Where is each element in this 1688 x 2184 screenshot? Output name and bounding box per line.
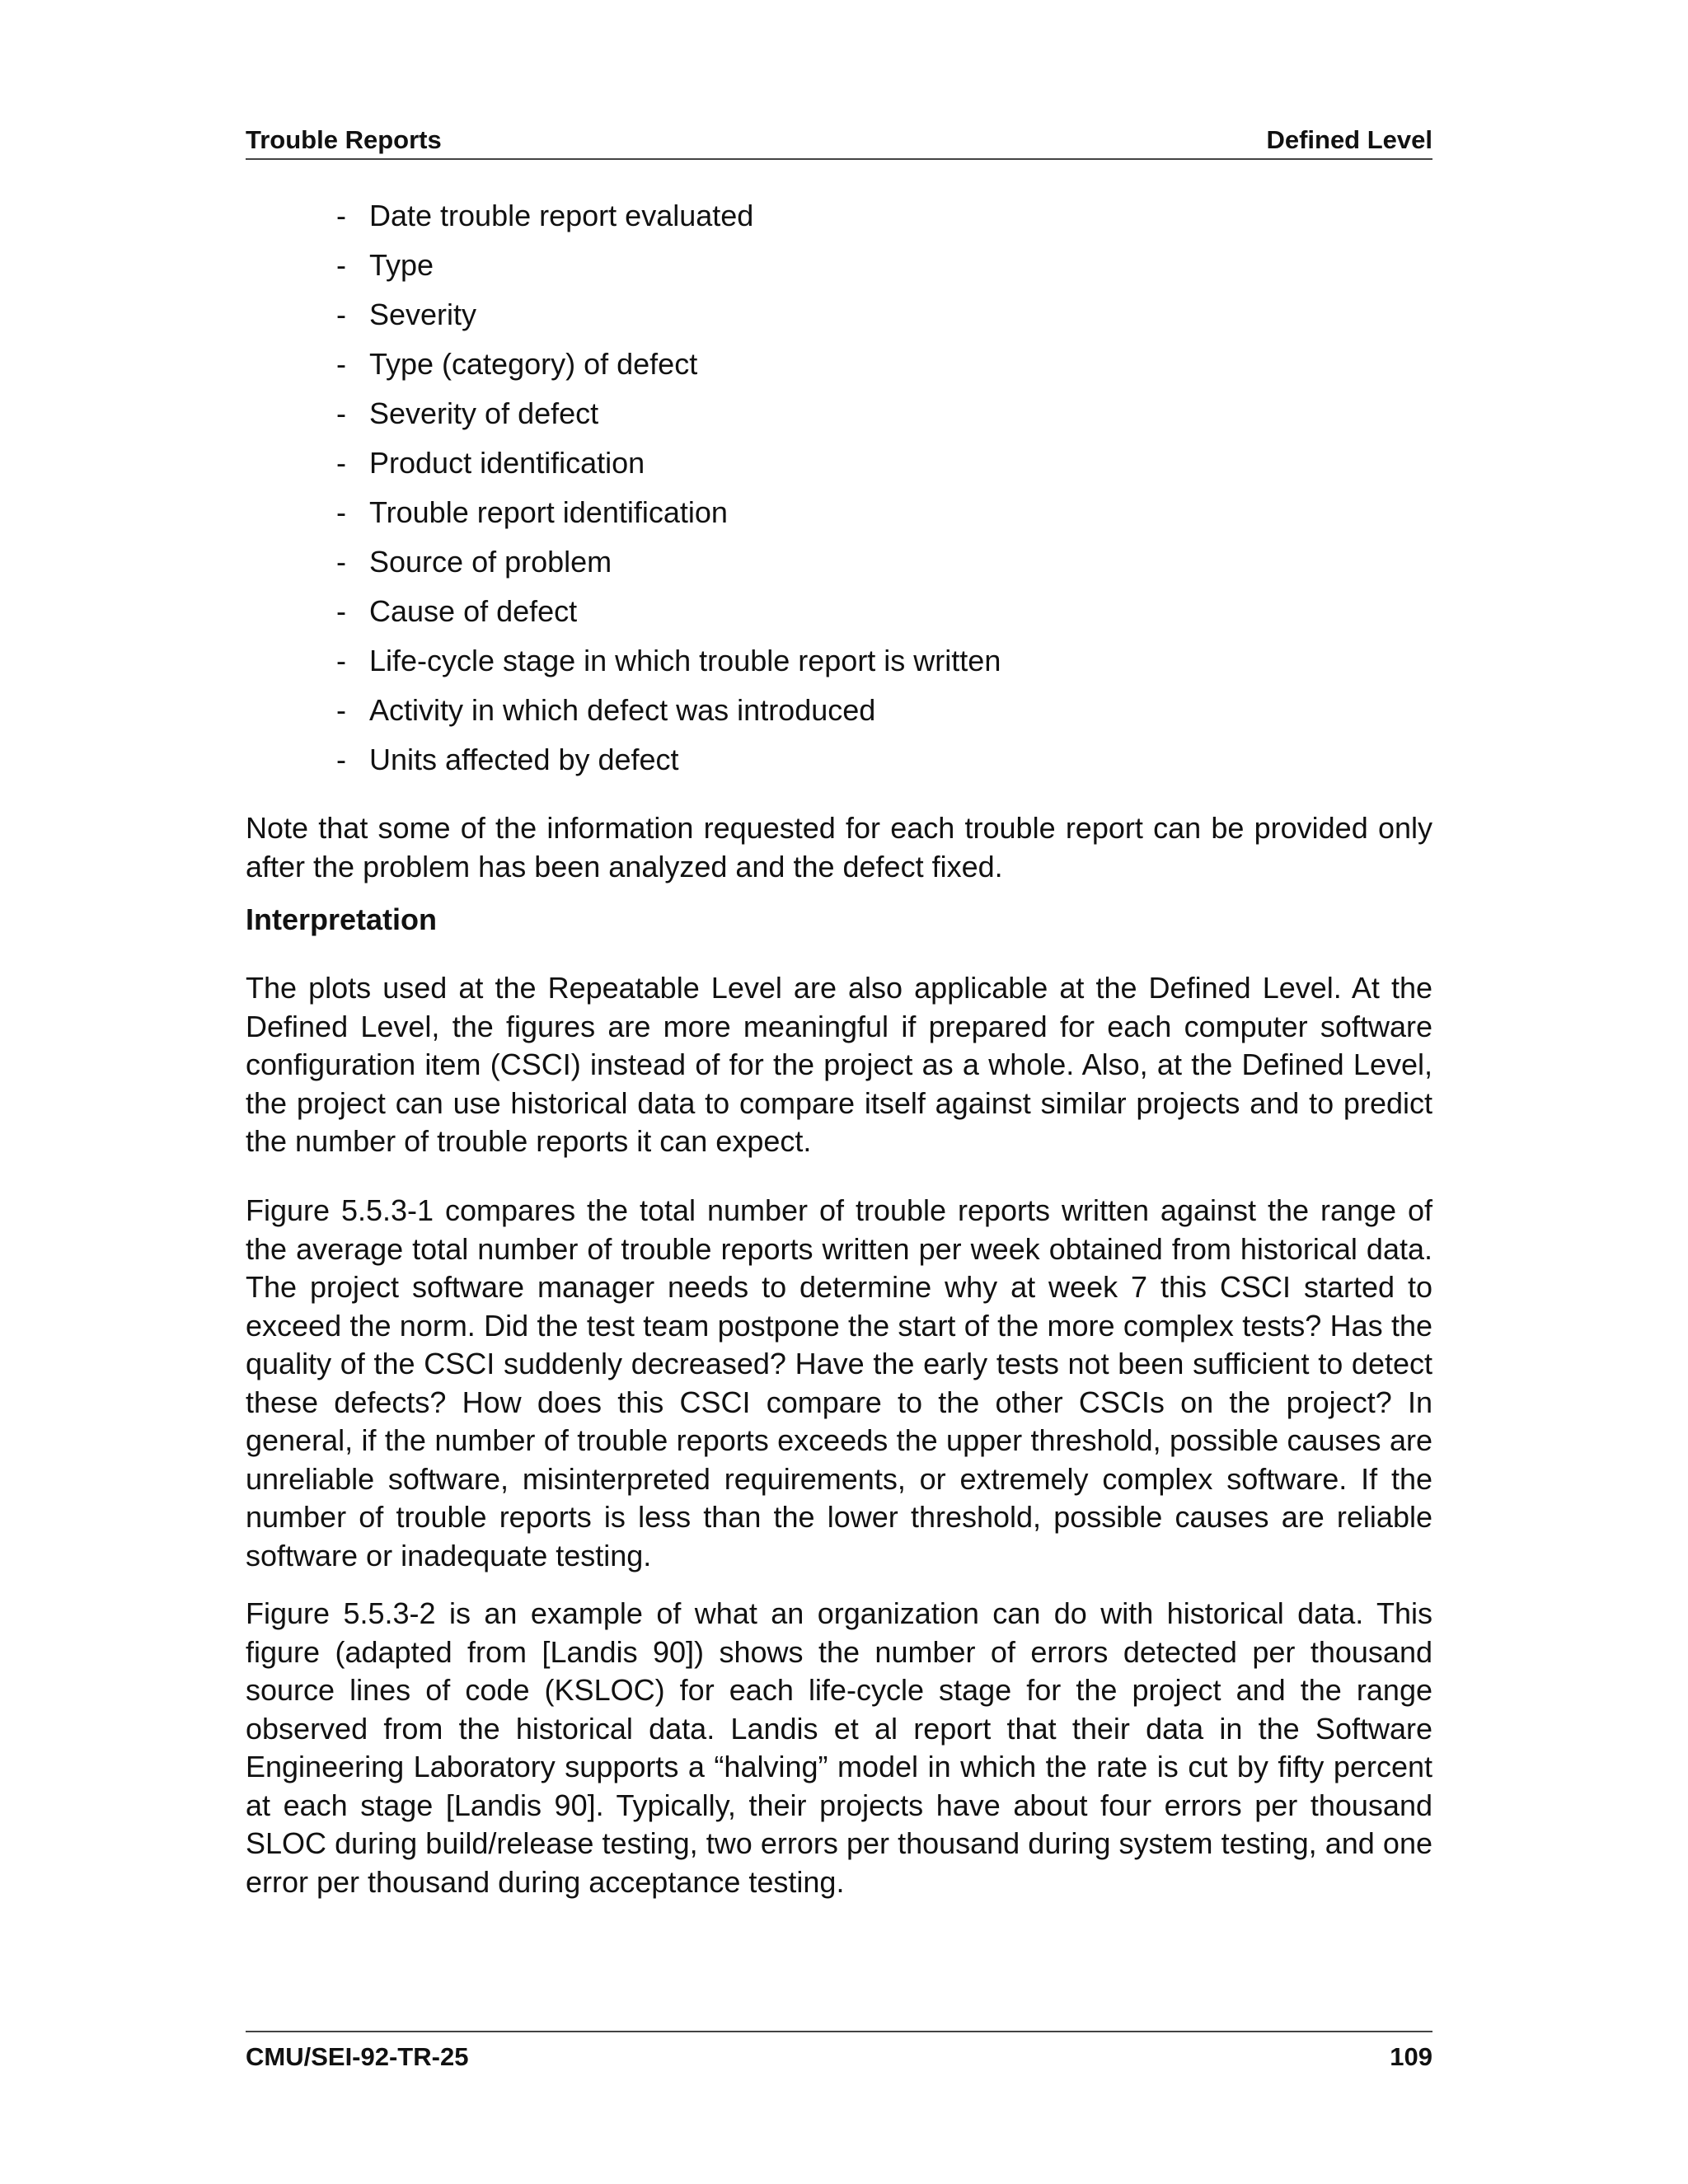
list-item: - Type (category) of defect <box>336 347 698 381</box>
list-item: - Date trouble report evaluated <box>336 199 754 232</box>
bullet-dash: - <box>336 396 346 430</box>
list-item: - Severity of defect <box>336 396 599 430</box>
bullet-dash: - <box>336 446 346 480</box>
plots-paragraph: The plots used at the Repeatable Level are also applicable at the Defined Level. At the Defined Level, the figures are more meaningful if prepared for each computer software configuration item (CSCI) instead of for the project as a whole. Also, at the Defined Level, the project can use historical data to compare itself against similar projects and to predict the number of trouble reports it can expect. <box>246 971 1432 1158</box>
note-paragraph: Note that some of the information requested for each trouble report can be provided only after the problem has been analyzed and the defect fixed. <box>246 811 1432 883</box>
list-item: - Activity in which defect was introduced <box>336 693 876 727</box>
bullet-dash: - <box>336 545 346 579</box>
report-number: CMU/SEI-92-TR-25 <box>246 2042 469 2071</box>
list-item: - Units affected by defect <box>336 743 679 776</box>
data-items-list <box>336 199 1001 792</box>
list-item: - Cause of defect <box>336 594 578 628</box>
page-footer <box>246 2031 1432 2082</box>
bullet-dash: - <box>336 495 346 529</box>
header-section-title: Trouble Reports <box>246 125 442 154</box>
figure-1-paragraph: Figure 5.5.3-1 compares the total number of trouble reports written against the range of the average total number of trouble reports written per week obtained from historical data. The project software manager needs to determine why at week 7 this CSCI started to exceed the norm. Did the test team postpone the start of the more complex tests? Has the quality of the CSCI suddenly decreased? Have the early tests not been sufficient to detect these defects? How does this CSCI compare to the other CSCIs on the project? In general, if the number of trouble reports exceeds the upper threshold, possible causes are unreliable software, misinterpreted requirements, or extremely complex software. If the number of trouble reports is less than the lower threshold, possible causes are reliable software or inadequate testing. <box>246 1193 1432 1572</box>
bullet-dash: - <box>336 298 346 331</box>
figure-2-paragraph: Figure 5.5.3-2 is an example of what an organization can do with historical data. This figure (adapted from [Landis 90]) shows the number of errors detected per thousand source lines of code (KSLOC) for each life-cycle stage for the project and the range observed from the historical data. Landis et al report that their data in the Software Engineering Laboratory supports a “halving” model in which the rate is cut by fifty percent at each stage [Landis 90]. Typically, their projects have about four errors per thousand SLOC during build/release testing, two errors per thousand during system testing, and one error per thousand during acceptance testing. <box>246 1596 1432 1899</box>
interpretation-heading: Interpretation <box>246 902 438 936</box>
list-item: - Source of problem <box>336 545 612 579</box>
list-item: - Life-cycle stage in which trouble report is written <box>336 644 1001 677</box>
list-item: - Product identification <box>336 446 645 480</box>
bullet-dash: - <box>336 248 346 282</box>
bullet-dash: - <box>336 644 346 677</box>
list-item: - Severity <box>336 298 477 331</box>
bullet-dash: - <box>336 199 346 232</box>
list-item: - Type <box>336 248 434 282</box>
list-item: - Trouble report identification <box>336 495 728 529</box>
bullet-dash: - <box>336 743 346 776</box>
page-header <box>246 122 1432 160</box>
page-number: 109 <box>1390 2042 1432 2071</box>
bullet-dash: - <box>336 347 346 381</box>
bullet-dash: - <box>336 594 346 628</box>
header-level-title: Defined Level <box>1266 125 1432 154</box>
bullet-dash: - <box>336 693 346 727</box>
